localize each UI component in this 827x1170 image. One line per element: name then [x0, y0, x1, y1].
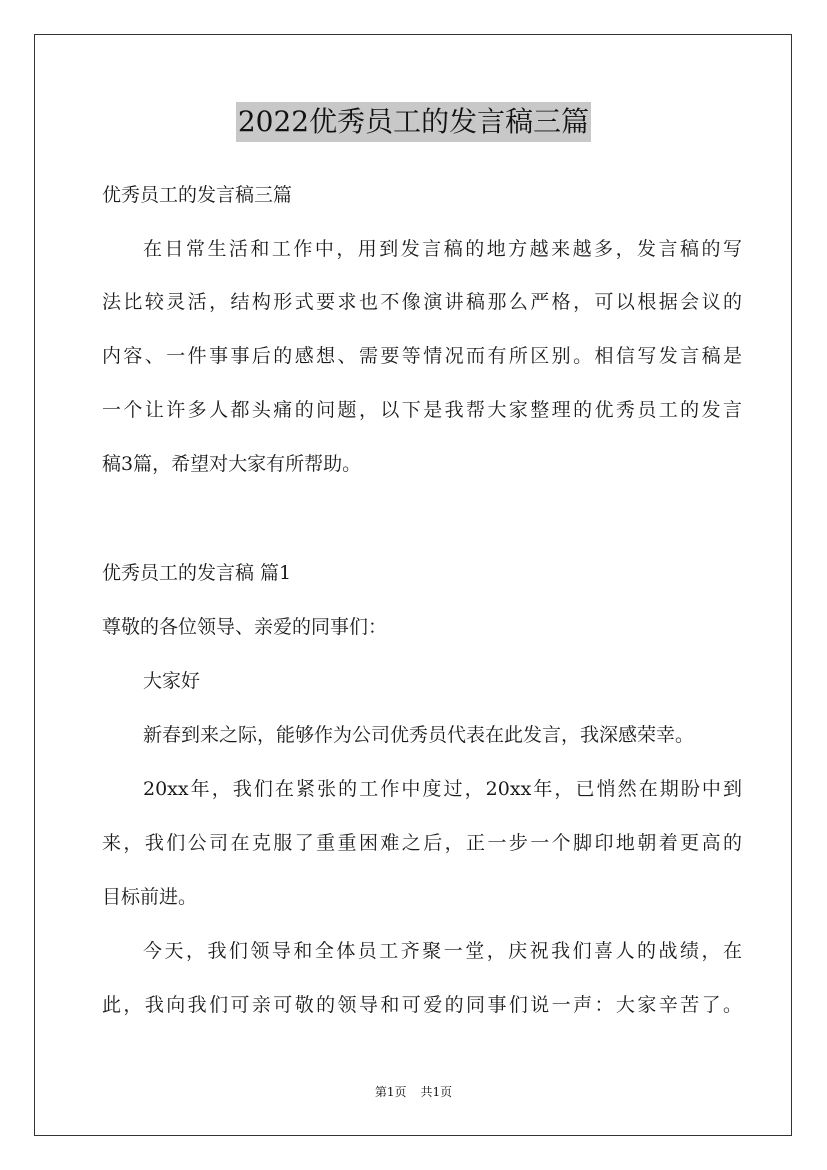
salutation: 尊敬的各位领导、亲爱的同事们：	[102, 616, 388, 638]
title-container	[0, 102, 827, 142]
greeting: 大家好	[143, 670, 201, 692]
intro-line: 内容、一件事事后的感想、需要等情况而有所区别。相信写发言稿是	[102, 345, 742, 367]
document-subtitle: 优秀员工的发言稿三篇	[102, 184, 293, 206]
page-number-total: 共1页	[420, 1085, 453, 1099]
body-line: 今天，我们领导和全体员工齐聚一堂，庆祝我们喜人的战绩，在	[143, 940, 742, 962]
document-title: 2022优秀员工的发言稿三篇	[236, 102, 591, 142]
section-heading: 优秀员工的发言稿 篇1	[102, 562, 292, 584]
intro-line: 稿3篇，希望对大家有所帮助。	[102, 453, 362, 475]
body-line: 此，我向我们可亲可敬的领导和可爱的同事们说一声：大家辛苦了。	[102, 994, 742, 1016]
intro-line: 在日常生活和工作中，用到发言稿的地方越来越多，发言稿的写	[143, 238, 742, 260]
intro-line: 一个让许多人都头痛的问题，以下是我帮大家整理的优秀员工的发言	[102, 399, 742, 421]
body-line: 目标前进。	[102, 886, 198, 908]
body-line: 20xx年，我们在紧张的工作中度过，20xx年，已悄然在期盼中到	[143, 778, 742, 800]
page-number-current: 第1页	[374, 1085, 407, 1099]
page-footer	[0, 1084, 827, 1100]
body-line: 新春到来之际，能够作为公司优秀员代表在此发言，我深感荣幸。	[143, 724, 695, 746]
intro-line: 法比较灵活，结构形式要求也不像演讲稿那么严格，可以根据会议的	[102, 291, 742, 313]
body-line: 来，我们公司在克服了重重困难之后，正一步一个脚印地朝着更高的	[102, 832, 742, 854]
